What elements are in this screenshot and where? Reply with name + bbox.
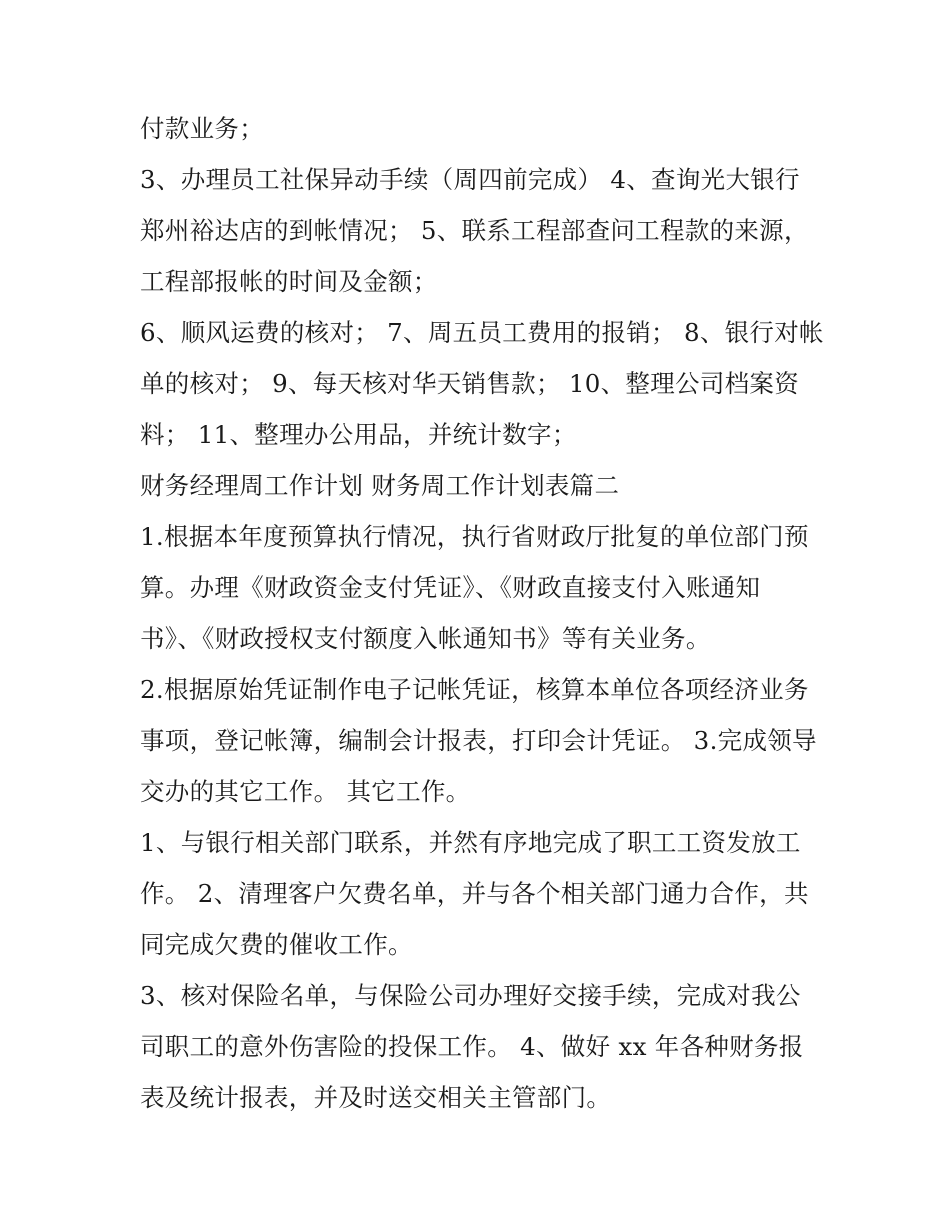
text-line: 3、核对保险名单，与保险公司办理好交接手续，完成对我公 bbox=[140, 981, 801, 1010]
text-line: 2.根据原始凭证制作电子记帐凭证，核算本单位各项经济业务 bbox=[140, 675, 809, 704]
text-line: 工程部报帐的时间及金额； bbox=[140, 267, 438, 296]
text-line: 同完成欠费的催收工作。 bbox=[140, 930, 413, 959]
text-line: 作。 2、清理客户欠费名单，并与各个相关部门通力合作，共 bbox=[140, 879, 809, 908]
text-line: 付款业务； bbox=[140, 114, 264, 143]
text-line: 单的核对； 9、每天核对华天销售款； 10、整理公司档案资 bbox=[140, 369, 800, 398]
text-line: 事项，登记帐簿，编制会计报表，打印会计凭证。 3.完成领导 bbox=[140, 726, 817, 755]
text-line: 表及统计报表，并及时送交相关主管部门。 bbox=[140, 1083, 612, 1112]
text-line: 3、办理员工社保异动手续（周四前完成） 4、查询光大银行 bbox=[140, 165, 800, 194]
text-line: 6、顺风运费的核对； 7、周五员工费用的报销； 8、银行对帐 bbox=[140, 318, 824, 347]
text-line: 算。办理《财政资金支付凭证》、《财政直接支付入账通知 bbox=[140, 573, 761, 602]
text-line: 1、与银行相关部门联系，并然有序地完成了职工工资发放工 bbox=[140, 828, 801, 857]
text-line: 料； 11、整理办公用品，并统计数字； bbox=[140, 420, 577, 449]
text-line: 司职工的意外伤害险的投保工作。 4、做好 xx 年各种财务报 bbox=[140, 1032, 804, 1061]
text-line: 交办的其它工作。 其它工作。 bbox=[140, 777, 471, 806]
text-line: 郑州裕达店的到帐情况； 5、联系工程部查问工程款的来源， bbox=[140, 216, 809, 245]
section-heading: 财务经理周工作计划 财务周工作计划表篇二 bbox=[140, 471, 620, 500]
text-line: 1.根据本年度预算执行情况，执行省财政厅批复的单位部门预 bbox=[140, 522, 809, 551]
text-line: 书》、《财政授权支付额度入帐通知书》等有关业务。 bbox=[140, 624, 711, 653]
